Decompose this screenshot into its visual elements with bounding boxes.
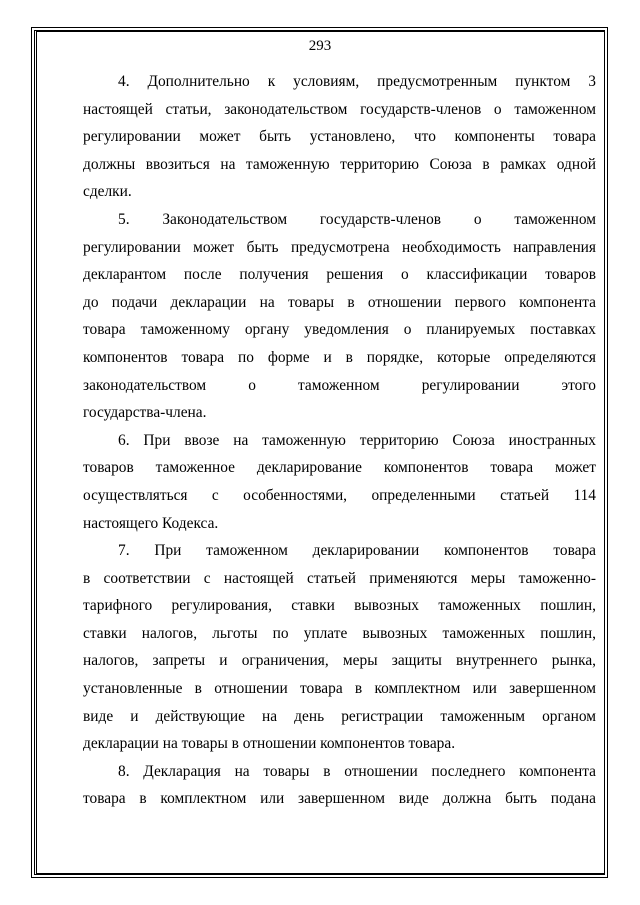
text-line: декларантом после получения решения о классификации товаров (83, 266, 596, 284)
page-number: 293 (308, 38, 332, 54)
text-line: настоящей статьи, законодательством государств-членов о таможенном (83, 100, 596, 118)
paragraph-5 (83, 206, 596, 427)
text-line: компонентов товара по форме и в порядке, которые определяются (83, 348, 596, 366)
text-line: 8. Декларация на товары в отношении последнего компонента (118, 762, 596, 780)
text-line: законодательством о таможенном регулировании этого (83, 376, 596, 394)
text-line: настоящего Кодекса. (83, 514, 219, 532)
text-line: ставки налогов, льготы по уплате вывозных таможенных пошлин, (83, 624, 596, 642)
document-body (83, 68, 596, 813)
text-line: товаров таможенное декларирование компонентов товара может (83, 459, 596, 477)
text-line: налогов, запреты и ограничения, меры защиты внутреннего рынка, (83, 652, 596, 670)
text-line: виде и действующие на день регистрации таможенным органом (83, 707, 596, 725)
paragraph-6 (83, 427, 596, 537)
text-line: регулировании может быть предусмотрена необходимость направления (83, 238, 596, 256)
text-line: до подачи декларации на товары в отношении первого компонента (83, 293, 596, 311)
text-line: 6. При ввозе на таможенную территорию Союза иностранных (118, 431, 596, 449)
text-line: сделки. (83, 183, 132, 201)
text-line: тарифного регулирования, ставки вывозных таможенных пошлин, (83, 597, 596, 615)
text-line: осуществляться с особенностями, определенными статьей 114 (83, 486, 596, 504)
text-line: декларации на товары в отношении компонентов товара. (83, 735, 456, 753)
text-line: товара таможенному органу уведомления о планируемых поставках (83, 321, 596, 339)
text-line: государства-члена. (83, 404, 207, 422)
paragraph-7 (83, 537, 596, 758)
paragraph-4 (83, 68, 596, 206)
text-line: в соответствии с настоящей статьей применяются меры таможенно- (83, 569, 596, 587)
text-line: 4. Дополнительно к условиям, предусмотренным пунктом 3 (118, 73, 596, 90)
text-line: товара в комплектном или завершенном виде должна быть подана (83, 790, 596, 808)
text-line: 7. При таможенном декларировании компонентов товара (118, 542, 596, 560)
paragraph-8 (83, 758, 596, 813)
text-line: установленные в отношении товара в комплектном или завершенном (83, 680, 596, 698)
text-line: 5. Законодательством государств-членов о таможенном (118, 210, 596, 228)
text-line: регулировании может быть установлено, что компоненты товара (83, 128, 596, 146)
text-line: должны ввозиться на таможенную территорию Союза в рамках одной (83, 155, 596, 173)
